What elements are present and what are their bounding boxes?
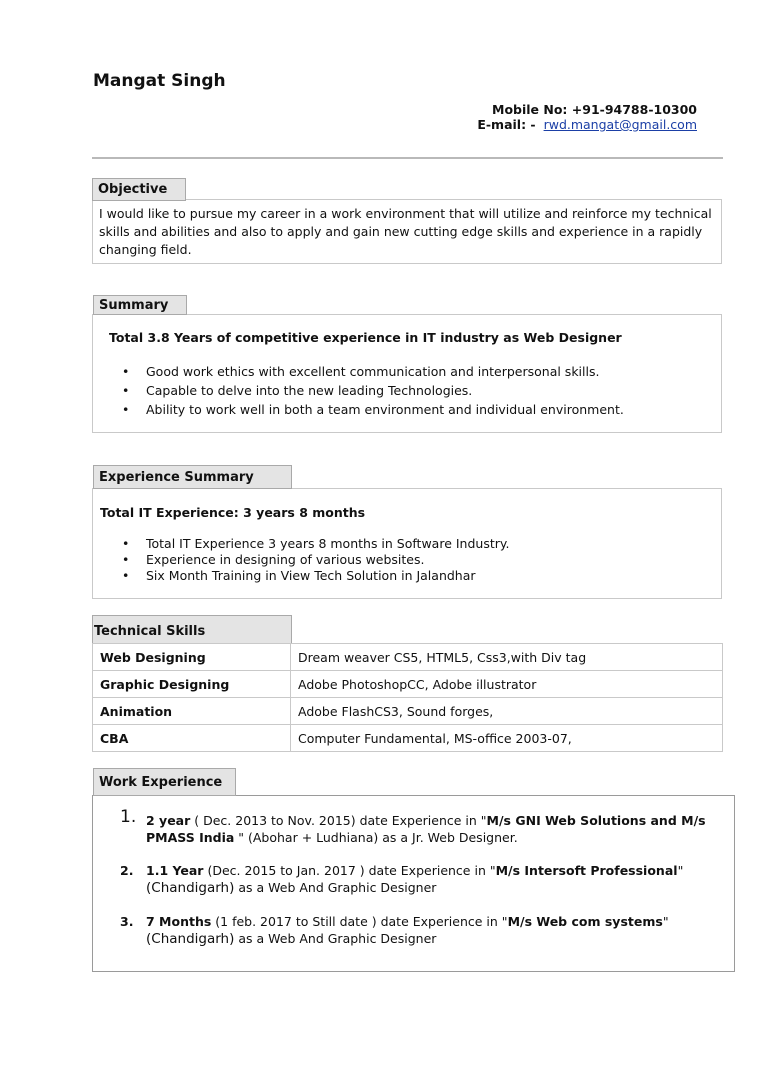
objective-text: I would like to pursue my career in a work environment that will utilize and reinforce my technical skills and abilities and also to apply and gain new cutting edge skills and experience in a rapidly changing field. [99,206,712,257]
list-item: • Experience in designing of various websites. [122,552,509,568]
list-item: • Six Month Training in View Tech Solution in Jalandhar [122,568,509,584]
company-name: M/s Web com systems [507,914,663,929]
list-item [120,913,720,948]
work-experience-list [120,807,720,964]
company-name: M/s GNI Web Solutions and M/s PMASS India [146,813,706,845]
duration: 2 year [146,813,191,828]
item-number: 2. [120,863,134,878]
location: (Chandigarh) [146,880,235,896]
list-item: • Good work ethics with excellent communication and interpersonal skills. [122,362,624,381]
table-row [93,671,723,698]
skill-name: Web Designing [93,644,291,671]
company-name: M/s Intersoft Professional [495,863,678,878]
table-row [93,644,723,671]
summary-headline: Total 3.8 Years of competitive experience in IT industry as Web Designer [109,330,622,345]
skill-tools: Adobe PhotoshopCC, Adobe illustrator [291,671,723,698]
duration: 7 Months [146,914,212,929]
objective-heading: Objective [92,178,186,201]
location: (Chandigarh) [146,931,235,947]
experience-summary-list [122,536,509,584]
period-text: (1 feb. 2017 to Still date ) date Experience in " [211,914,508,929]
role-text: as a Web And Graphic Designer [234,931,437,946]
summary-heading: Summary [93,295,187,315]
skill-tools: Adobe FlashCS3, Sound forges, [291,698,723,725]
technical-skills-heading: Technical Skills [92,615,292,644]
candidate-name: Mangat Singh [93,71,226,91]
skill-name: Graphic Designing [93,671,291,698]
list-item: • Total IT Experience 3 years 8 months in Software Industry. [122,536,509,552]
table-row [93,725,723,752]
role-text: as a Web And Graphic Designer [234,880,437,895]
table-row [93,698,723,725]
technical-skills-table [92,643,723,752]
list-item [120,807,720,846]
item-number: 1. [120,807,137,827]
header-divider [92,157,723,159]
role-text: " (Abohar + Ludhiana) as a Jr. Web Designer. [234,830,518,845]
quote-text: " [677,863,684,878]
list-item: • Ability to work well in both a team environment and individual environment. [122,400,624,419]
duration: 1.1 Year [146,863,204,878]
experience-summary-headline: Total IT Experience: 3 years 8 months [100,505,366,520]
skill-name: Animation [93,698,291,725]
summary-list [122,362,624,419]
email-label: E-mail: - [477,117,536,132]
period-text: (Dec. 2015 to Jan. 2017 ) date Experience in " [203,863,496,878]
skill-tools: Computer Fundamental, MS-office 2003-07, [291,725,723,752]
list-item: • Capable to delve into the new leading Technologies. [122,381,624,400]
email-link[interactable]: rwd.mangat@gmail.com [543,117,697,132]
item-number: 3. [120,914,134,929]
period-text: ( Dec. 2013 to Nov. 2015) date Experience in " [190,813,487,828]
skill-tools: Dream weaver CS5, HTML5, Css3,with Div tag [291,644,723,671]
mobile-number: Mobile No: +91-94788-10300 [492,102,697,117]
quote-text: " [662,914,669,929]
experience-summary-heading: Experience Summary [93,465,292,489]
email-line [380,117,697,132]
list-item [120,862,720,897]
work-experience-heading: Work Experience [93,768,236,796]
skill-name: CBA [93,725,291,752]
